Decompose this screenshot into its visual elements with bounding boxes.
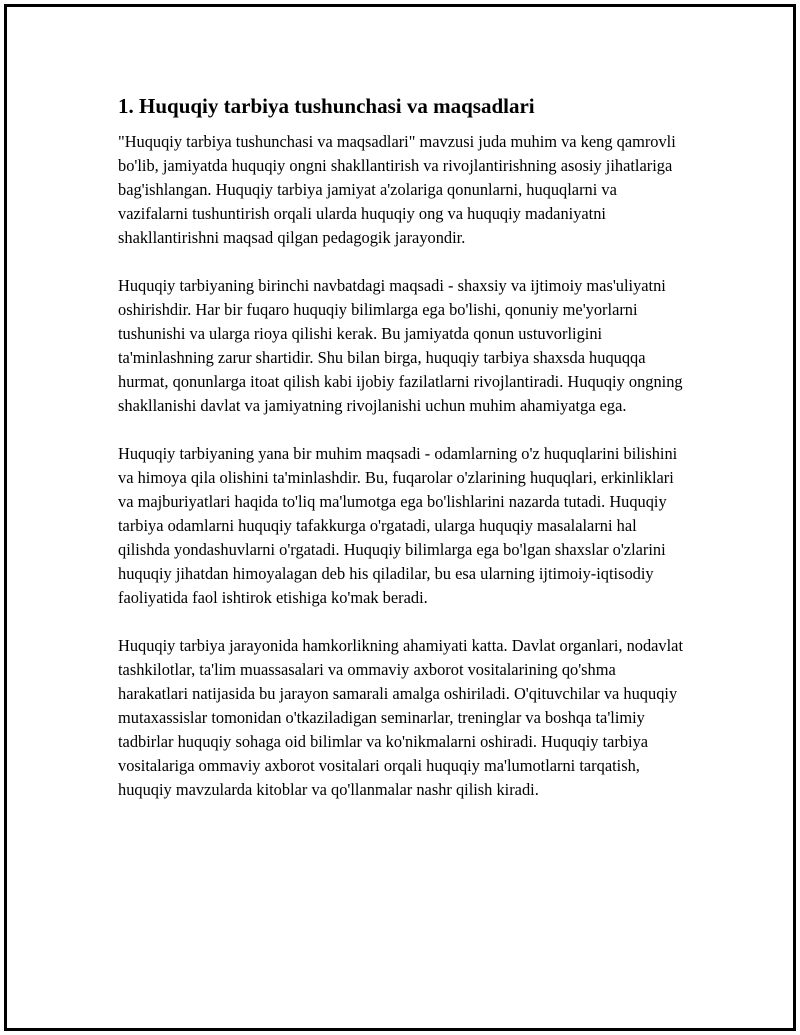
paragraph-1: "Huquqiy tarbiya tushunchasi va maqsadlari" mavzusi juda muhim va keng qamrovli bo'lib, jamiyatda huquqiy ongni shakllantirish va rivojlantirishning asosiy jihatlariga bag'ishlangan. Huquqiy tarbiya jamiyat a'zolariga qonunlarni, huquqlarni va vazifalarni tushuntirish orqali ularda huquqiy ong va huquqiy madaniyatni shakllantirishni maqsad qilgan pedagogik jarayondir.: [118, 132, 676, 247]
paragraph-4: Huquqiy tarbiya jarayonida hamkorlikning ahamiyati katta. Davlat organlari, nodavlat tashkilotlar, ta'lim muassasalari va ommaviy axborot vositalarining qo'shma harakatlari natijasida bu jarayon samarali amalga oshiriladi. O'qituvchilar va huquqiy mutaxassislar tomonidan o'tkaziladigan seminarlar, treninglar va boshqa ta'limiy tadbirlar huquqiy sohaga oid bilimlar va ko'nikmalarni oshiradi. Huquqiy tarbiya vositalariga ommaviy axborot vositalari orqali huquqiy ma'lumotlarni tarqatish, huquqiy mavzularda kitoblar va qo'llanmalar nashr qilish kiradi.: [118, 636, 684, 799]
paragraph-2: Huquqiy tarbiyaning birinchi navbatdagi maqsadi - shaxsiy va ijtimoiy mas'uliyatni oshirishdir. Har bir fuqaro huquqiy bilimlarga ega bo'lishi, qonuniy me'yorlarni tushunishi va ularga rioya qilishi kerak. Bu jamiyatda qonun ustuvorligini ta'minlashning zarur shartidir. Shu bilan birga, huquqiy tarbiya shaxsda huquqqa hurmat, qonunlarga itoat qilish kabi ijobiy fazilatlarni rivojlantiradi. Huquqiy ongning shakllanishi davlat va jamiyatning rivojlanishi uchun muhim ahamiyatga ega.: [118, 276, 683, 415]
paragraph-3: Huquqiy tarbiyaning yana bir muhim maqsadi - odamlarning o'z huquqlarini bilishini va himoya qila olishini ta'minlashdir. Bu, fuqarolar o'zlarining huquqlari, erkinliklari va majburiyatlari haqida to'liq ma'lumotga ega bo'lishlarini nazarda tutadi. Huquqiy tarbiya odamlarni huquqiy tafakkurga o'rgatadi, ularga huquqiy masalalarni hal qilishda yondashuvlarni o'rgatadi. Huquqiy bilimlarga ega bo'lgan shaxslar o'zlarini huquqiy jihatdan himoyalagan deb his qiladilar, bu esa ularning ijtimoiy-iqtisodiy faoliyatida faol ishtirok etishiga ko'mak beradi.: [118, 444, 678, 607]
document-body: [118, 92, 688, 826]
section-heading: 1. Huquqiy tarbiya tushunchasi va maqsadlari: [118, 94, 535, 118]
